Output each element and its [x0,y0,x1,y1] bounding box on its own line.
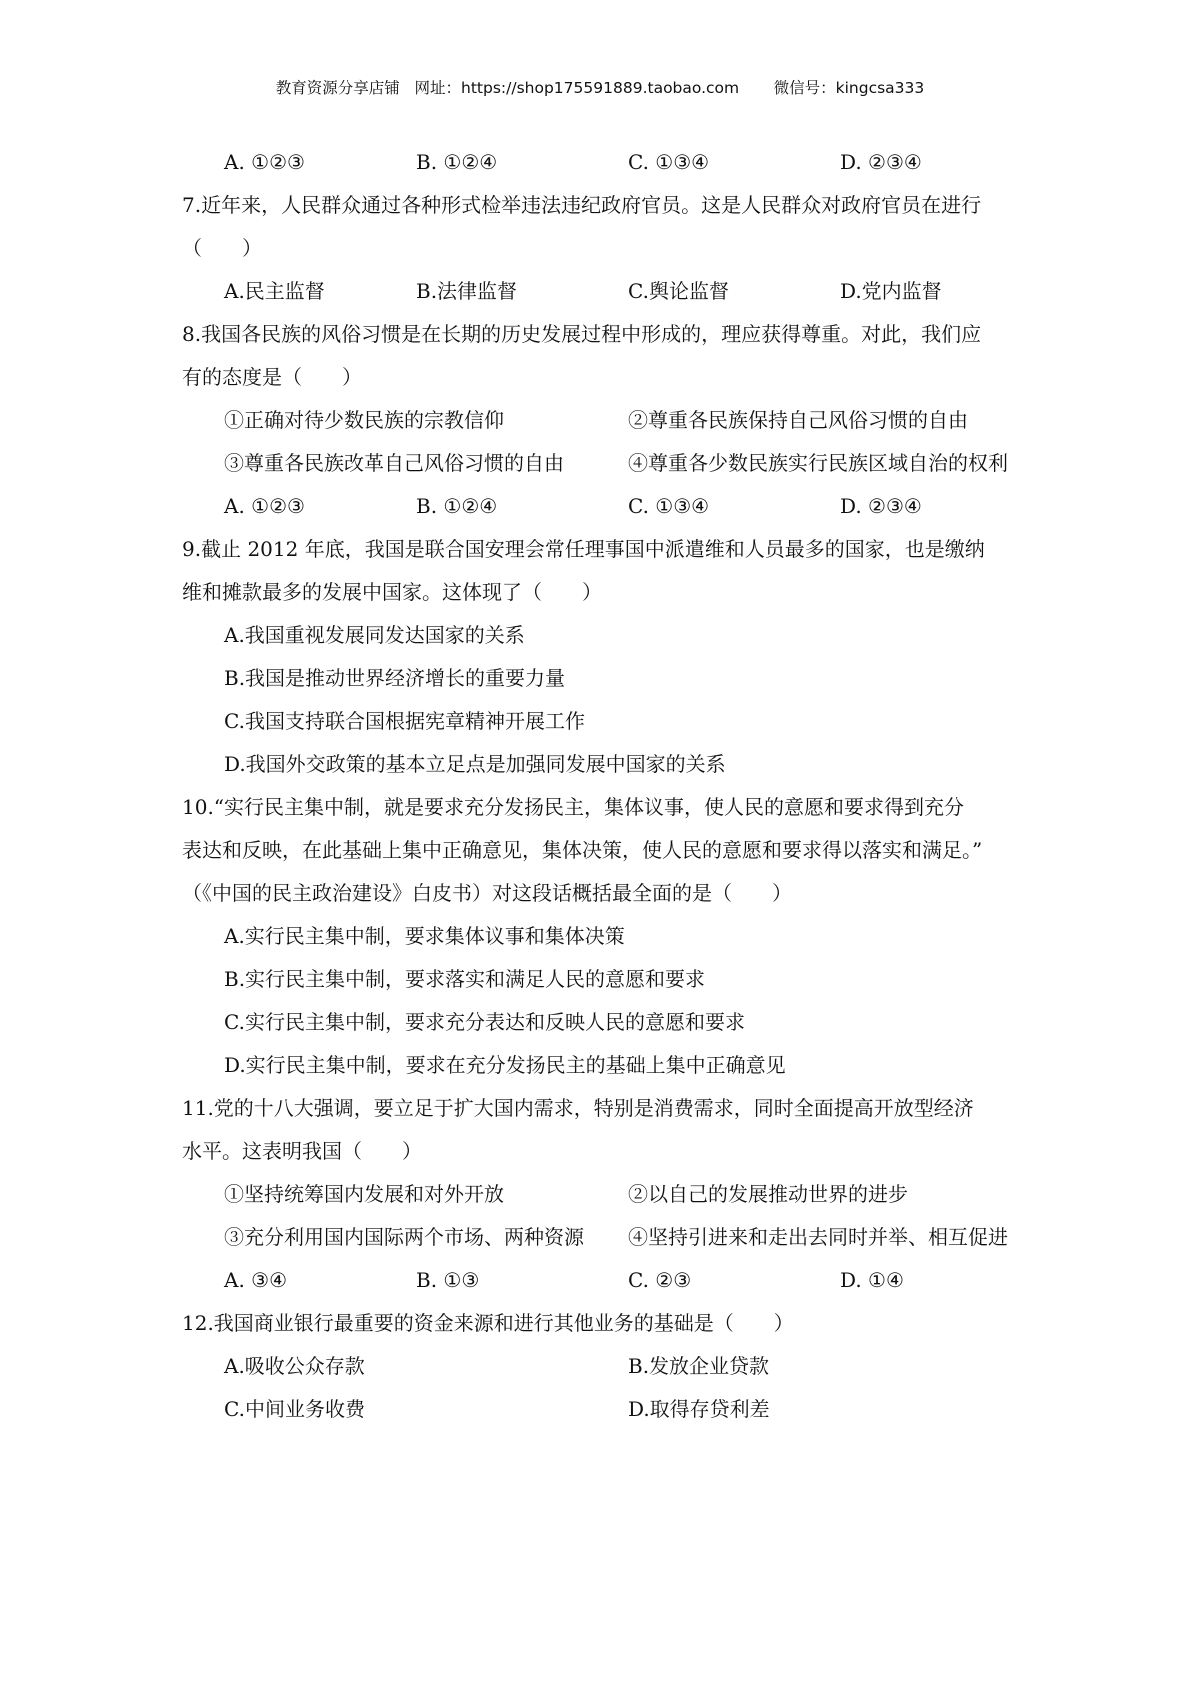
q11-option-c: C. ②③ [628,1268,692,1292]
q8-option-d: D. ②③④ [840,494,922,518]
q10-stem-line-2: 表达和反映，在此基础上集中正确意见，集体决策，使人民的意愿和要求得以落实和满足。” [182,838,983,862]
q12-option-b: B.发放企业贷款 [628,1354,770,1378]
q8-option-b: B. ①②④ [416,494,498,518]
q10-option-d: D.实行民主集中制，要求在充分发扬民主的基础上集中正确意见 [224,1053,786,1077]
q9-option-a: A.我国重视发展同发达国家的关系 [224,623,525,647]
q12-option-c: C.中间业务收费 [224,1397,365,1421]
q11-item-2: ②以自己的发展推动世界的进步 [628,1182,908,1206]
q10-option-c: C.实行民主集中制，要求充分表达和反映人民的意愿和要求 [224,1010,745,1034]
q10-option-b: B.实行民主集中制，要求落实和满足人民的意愿和要求 [224,967,706,991]
q8-item-4: ④尊重各少数民族实行民族区域自治的权利 [628,451,1008,475]
q7-option-d: D.党内监督 [840,279,942,303]
q11-stem-line-1: 11.党的十八大强调，要立足于扩大国内需求，特别是消费需求，同时全面提高开放型经济 [182,1096,974,1120]
q9-option-c: C.我国支持联合国根据宪章精神开展工作 [224,709,585,733]
q6-option-c: C. ①③④ [628,150,710,174]
q9-option-d: D.我国外交政策的基本立足点是加强同发展中国家的关系 [224,752,726,776]
q11-stem-line-2: 水平。这表明我国（ ） [182,1139,422,1163]
q9-option-b: B.我国是推动世界经济增长的重要力量 [224,666,566,690]
q9-stem-line-2: 维和摊款最多的发展中国家。这体现了（ ） [182,580,602,604]
q12-stem-line-1: 12.我国商业银行最重要的资金来源和进行其他业务的基础是（ ） [182,1311,794,1335]
q6-option-a: A. ①②③ [224,150,305,174]
q8-item-2: ②尊重各民族保持自己风俗习惯的自由 [628,408,968,432]
q8-item-1: ①正确对待少数民族的宗教信仰 [224,408,504,432]
q7-stem-line-1: 7.近年来，人民群众通过各种形式检举违法违纪政府官员。这是人民群众对政府官员在进行 [182,193,982,217]
q11-item-1: ①坚持统筹国内发展和对外开放 [224,1182,504,1206]
q8-option-c: C. ①③④ [628,494,710,518]
q10-stem-line-1: 10.“实行民主集中制，就是要求充分发扬民主，集体议事，使人民的意愿和要求得到充分 [182,795,965,819]
q11-option-a: A. ③④ [224,1268,288,1292]
q8-item-3: ③尊重各民族改革自己风俗习惯的自由 [224,451,564,475]
q10-stem-line-3: （《中国的民主政治建设》白皮书）对这段话概括最全面的是（ ） [182,881,792,905]
q7-option-c: C.舆论监督 [628,279,729,303]
q7-option-b: B.法律监督 [416,279,518,303]
q10-option-a: A.实行民主集中制，要求集体议事和集体决策 [224,924,625,948]
q7-stem-line-2: （ ） [182,236,262,260]
q11-item-4: ④坚持引进来和走出去同时并举、相互促进 [628,1225,1008,1249]
q8-stem-line-2: 有的态度是（ ） [182,365,362,389]
q8-stem-line-1: 8.我国各民族的风俗习惯是在长期的历史发展过程中形成的，理应获得尊重。对此，我们应 [182,322,982,346]
q8-option-a: A. ①②③ [224,494,305,518]
q12-option-a: A.吸收公众存款 [224,1354,365,1378]
page-header: 教育资源分享店铺 网址：https://shop175591889.taobao.com 微信号：kingcsa333 [275,79,925,97]
q6-option-d: D. ②③④ [840,150,922,174]
q12-option-d: D.取得存贷利差 [628,1397,770,1421]
q11-item-3: ③充分利用国内国际两个市场、两种资源 [224,1225,584,1249]
q11-option-b: B. ①③ [416,1268,480,1292]
q11-option-d: D. ①④ [840,1268,904,1292]
q9-stem-line-1: 9.截止 2012 年底，我国是联合国安理会常任理事国中派遣维和人员最多的国家，也是缴纳 [182,537,985,561]
q6-option-b: B. ①②④ [416,150,498,174]
q7-option-a: A.民主监督 [224,279,325,303]
